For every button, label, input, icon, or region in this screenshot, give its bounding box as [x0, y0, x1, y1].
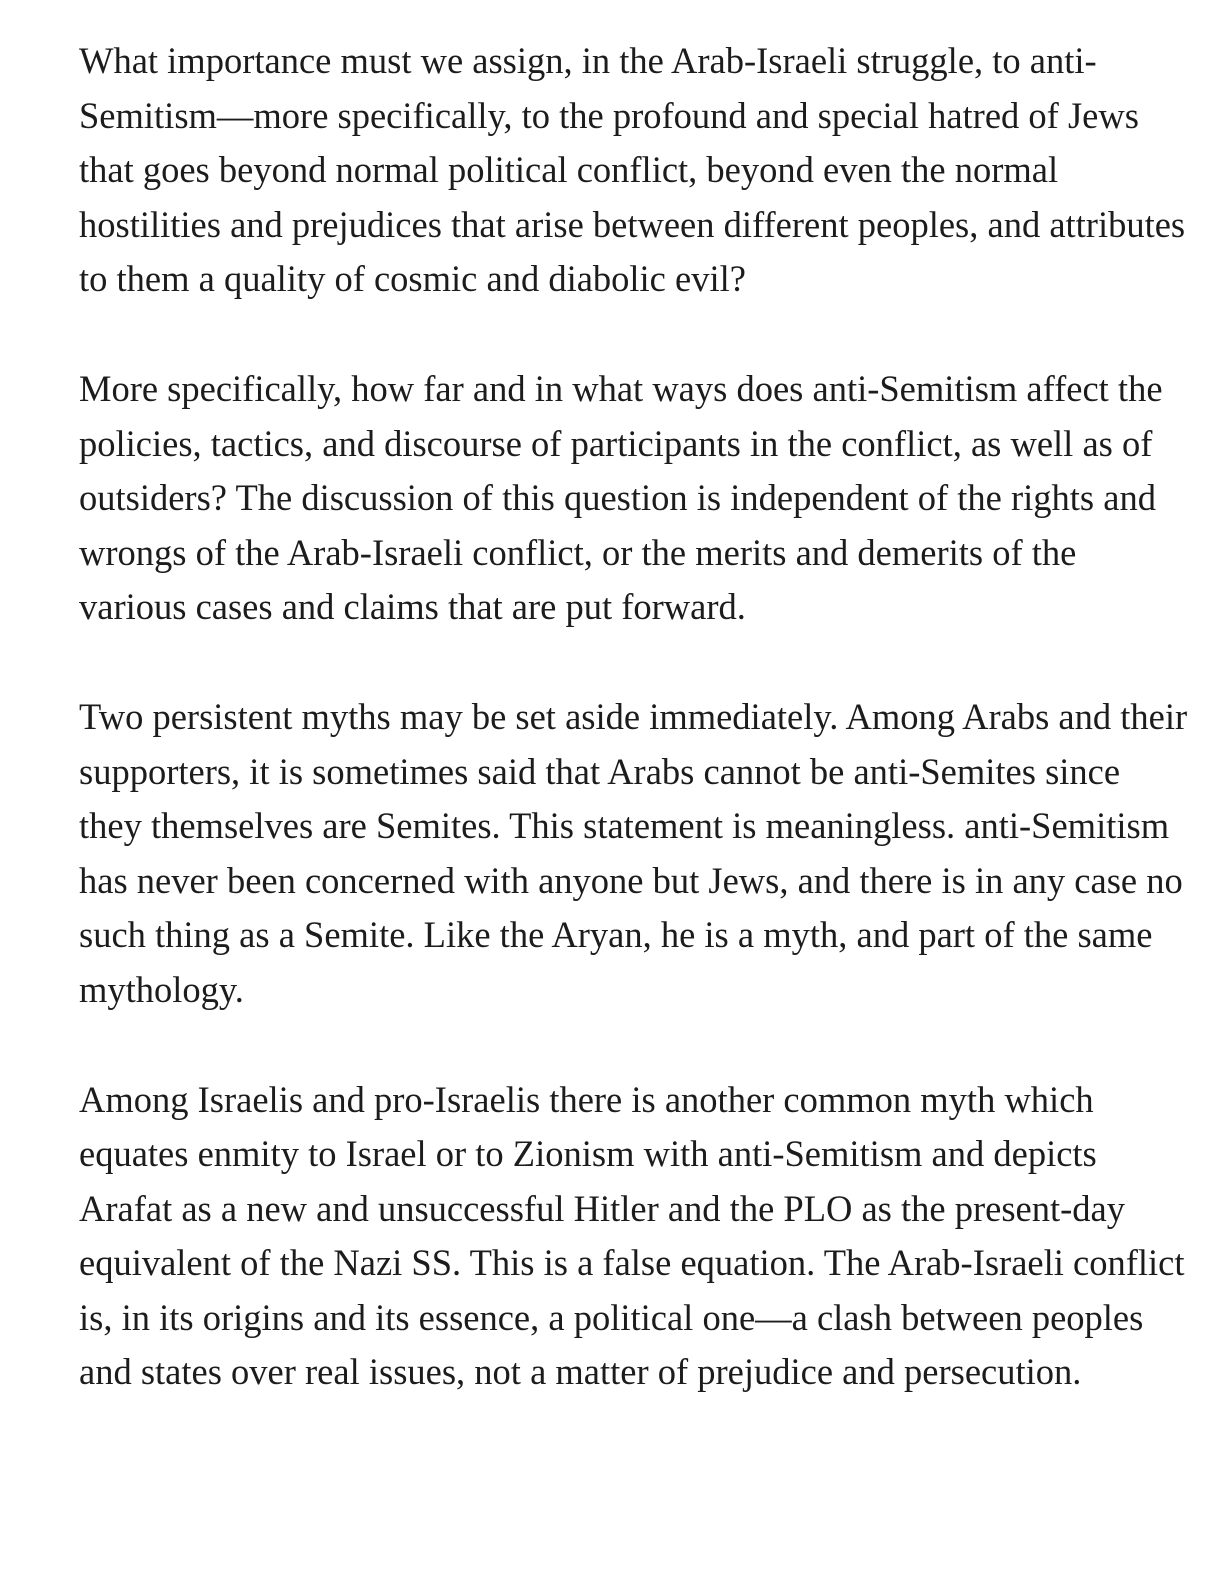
paragraph-1: What importance must we assign, in the Arab-Israeli struggle, to anti-Semitism—more specifically, to the profound and special hatred of Jews that goes beyond normal political conflict, beyond even the normal hostilities and prejudices that arise between different peoples, and attributes to them a quality of cosmic and diabolic evil?	[79, 40, 1186, 300]
article-body	[79, 34, 1189, 1400]
paragraph-4: Among Israelis and pro-Israelis there is another common myth which equates enmity to Israel or to Zionism with anti-Semitism and depicts Arafat as a new and unsuccessful Hitler and the PLO as the present-day equivalent of the Nazi SS. This is a false equation. The Arab-Israeli conflict is, in its origins and its essence, a political one—a clash between peoples and states over real issues, not a matter of prejudice and persecution.	[79, 1078, 1185, 1393]
paragraph-3: Two persistent myths may be set aside immediately. Among Arabs and their supporters, it is sometimes said that Arabs cannot be anti-Semites since they themselves are Semites. This statement is meaningless. anti-Semitism has never been concerned with anyone but Jews, and there is in any case no such thing as a Semite. Like the Aryan, he is a myth, and part of the same mythology.	[79, 695, 1188, 1010]
paragraph-2: More specifically, how far and in what ways does anti-Semitism affect the policies, tactics, and discourse of participants in the conflict, as well as of outsiders? The discussion of this question is independent of the rights and wrongs of the Arab-Israeli conflict, or the merits and demerits of the various cases and claims that are put forward.	[79, 367, 1163, 628]
paywall-fade-overlay	[0, 1395, 1225, 1572]
